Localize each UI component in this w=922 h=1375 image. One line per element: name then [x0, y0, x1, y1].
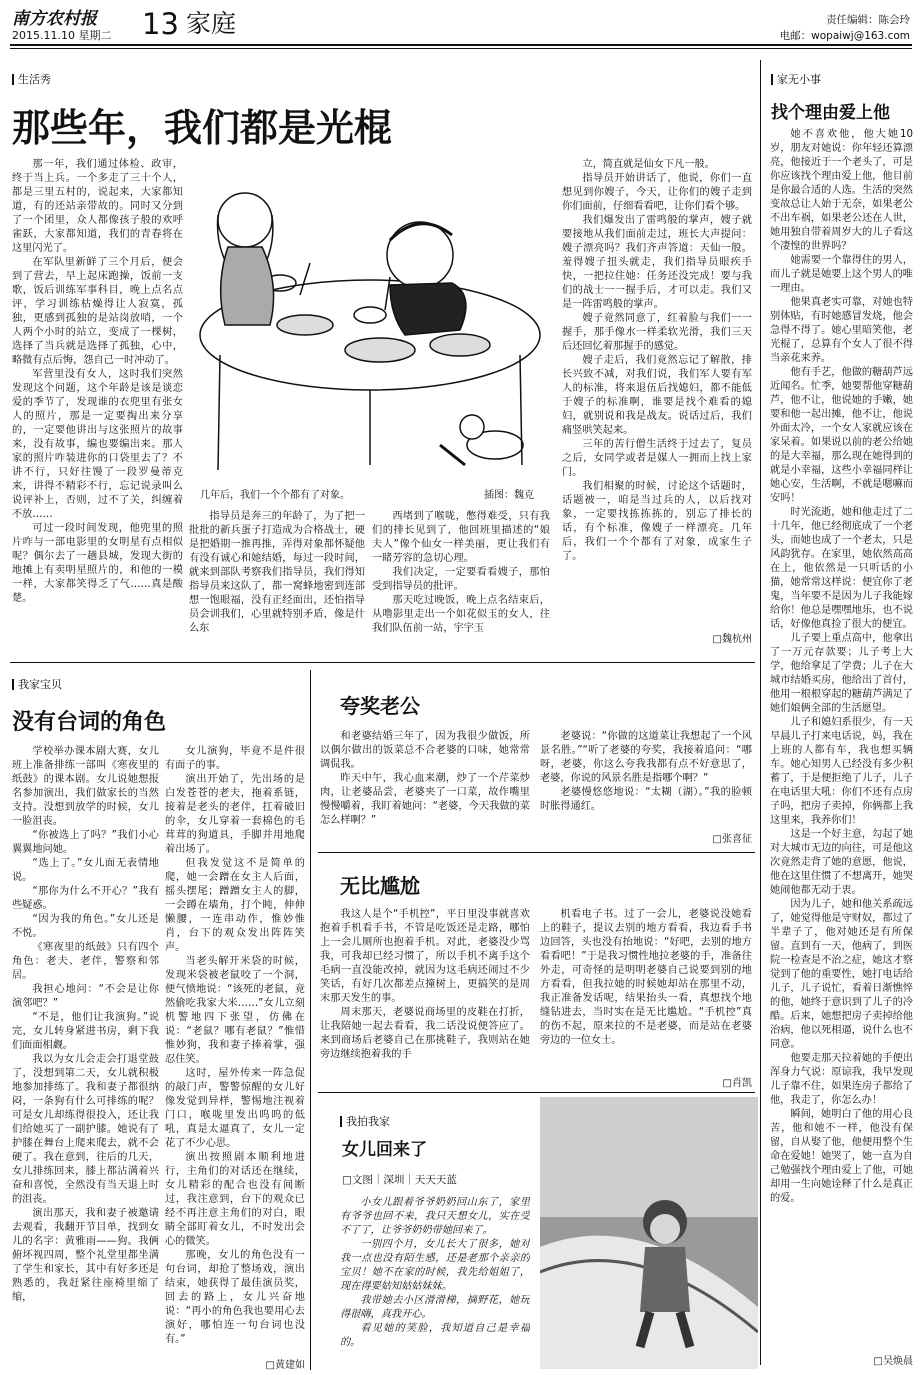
editor-credit: 责任编辑：陈会玲 — [826, 14, 910, 26]
boy-body — [390, 283, 466, 335]
column-tag-photo: 我拍我家 — [340, 1113, 390, 1129]
role-col-2: 女儿演狗，毕竟不是件很有面子的事。 演出开始了，先出场的是白发苍苍的老夫，拖着系链，接着是老头的老伴，扛着破旧的伞，女儿穿着一套棉色的毛茸茸的狗道具，手脚并用地爬着出场了。 但我发觉这不是简单的爬，她一会蹭在女主人后面，摇头摆尾；蹭蹭女主人的脚，一会蹲在墙角，打个盹，伸伸懒腰，一连串动作，惟妙惟肖，台下的观众发出阵阵笑声。 当老头解开米袋的时候，发现米袋被老鼠咬了一个洞，便气愤地说：“该死的老鼠，竟然偷吃我家大米……”女儿立刻机警地四下张望，仿佛在说：“老鼠？哪有老鼠？”惟惜惟妙狗，我和妻子捧着掌，强忍住笑。 这时，屋外传来一阵急促的敲门声，警警惊醒的女儿好像发觉到异样，警惕地注视着门口，喉咙里发出呜呜的低吼，真是太逼真了，女儿一定花了不少心思。 演出按照剧本顺利地进行，主角们的对话还在继续，女儿精彩的配合也没有间断过，我注意到，台下的观众已经不再注意主角们的对白，眼睛全部盯着女儿，不时发出会心的微笑。 那晚，女儿的角色没有一句台词，却抢了整场戏，演出结束，她获得了最佳演员奖，回去的路上，女儿兴奋地说：“再小的角色我也要用心去演好，哪怕连一句台词也没有。” — [165, 746, 305, 1345]
main-col-1: 那一年，我们通过体检、政审，终于当上兵。一个多走了三十个人，都是三里五村的，说起来，大家都知道，有的还站亲带故的。同时又分到了一个团里，众人都像孩子般的欢呼雀跃，大家都知道，我们的青春将在这里闪光了。 在军队里新鲜了三个月后，便会到了营去，早上起床跑操，饭前一支歌，饭后训练军事科目，晚上点名点评，学习训练枯燥得让人寂寞，孤独，更感到孤独的是站岗放哨，一个人两个小时的站立，变成了一棵树，选择了当兵就是选择了孤独，心中，略微有点后悔，怨自己一时冲动了。 军营里没有女人，这时我们突然发现这个问题，这个年龄是该是谈恋爱的季节了，发现谁的衣兜里有张女人的照片，那是一定要掏出来分享的，一定要他讲出与这张照片的故事来，没有故事，编也要编出来。那人家的照片咋装进你的口袋里去了？不讲不行，只好往馒了一段罗曼蒂克来，讲得不精彩不行，忘记说录叫么说评补上，否则，过不了关，纠缠着不放…… 可过一段时间发现，他兜里的照片咋与一部电影里的女明星有点相似呢？偶尔去了一趟县城，发现大街的地摊上有卖明星照片的，和他的一模一样，大家都笑得乏了气……真是酸楚。 — [12, 159, 183, 604]
section-name: 家庭 — [186, 9, 237, 38]
plate — [277, 315, 333, 335]
photo-headline: 女儿回来了 — [342, 1140, 427, 1160]
praise-headline: 夸奖老公 — [340, 694, 420, 718]
praise-byline: □张喜征 — [712, 834, 752, 845]
plate — [430, 334, 490, 356]
illustration-caption: 几年后，我们一个个都有了对象。 — [200, 490, 350, 501]
photo-byline: □文图｜深圳｜天天天蓝 — [342, 1174, 457, 1186]
awkward-col-2: 机看电子书。过了一会儿，老婆说没她看上的鞋子，提议去别的地方看看，我边看手书边回答，头也没有抬地说：“好吧，去别的地方看看吧！”于是我习惯性地拉老婆的手，准备往外走，可奇怪的是明明老婆自己说要到别的地方看看，但我拉她的时候她却站在那里不动，我正准备发话呢，结果抬头一看，真想找个地缝钻进去，当时实在是无比尴尬。“手机控”真的伤不起，原来拉的不是老婆，而是站在老婆旁边的一位女士。 — [540, 909, 752, 1046]
photo-body: 小女儿跟着爷爷奶奶回山东了，家里有爷爷也回不来，我只天想女儿，实在受不了了，让爷爷奶奶带她回来了。 一别四个月，女儿长大了很多，她对我一点也没有陌生感，还是老那个亲亲的宝贝！她不在家的时候，我先给姐姐了，现在得要姑知姑姑妹妹。 我带她去小区滑滑梯，摘野花，她玩得很嗨，真我开心。 看见她的笑脸，我知道自己是幸福的。 — [340, 1197, 530, 1348]
main-col-2: 指导员是奔三的年龄了，为了把一批批的新兵蛋子打造成为合格战士，硬是把婚期一推再推，弄得对象都怀疑他有没有诚心和她结婚，每过一段时间，就来到部队考察我们指导员，我们得知指导员来这队了，都一窝蜂地密到连部想一饱眼福，没有正经面出，还怕指导员会训我们，心里就特别矛盾，像是什么东 — [189, 511, 365, 634]
carrot — [440, 445, 465, 465]
child-face — [650, 1214, 680, 1244]
awkward-byline: □肖凯 — [722, 1078, 752, 1089]
role-headline: 没有台词的角色 — [12, 710, 167, 735]
divider — [760, 60, 761, 1365]
email: 电邮：wopaiwj@163.com — [779, 30, 910, 42]
dog-head — [460, 415, 484, 439]
divider — [318, 852, 755, 853]
divider — [318, 1092, 755, 1093]
child-body — [640, 1247, 690, 1312]
awkward-headline: 无比尴尬 — [340, 874, 420, 898]
awkward-col-1: 我这人是个“手机控”，平日里没事就喜欢抱着手机看手书，不管是吃饭还是走路，哪怕上一会儿厕所也抱着手机。对此，老婆没少骂我，可我却已经习惯了，所以手机不离手这个毛病一直没能改掉，就因为这毛病还闹过不少笑话，有好几次都差点撞树上，更搞笑的是周末那天发生的事。 周末那天，老婆说商场里的皮鞋在打折，让我陪她一起去看看，我二话没说便答应了。来到商场后老婆自己在那挑鞋子，我则站在她旁边继续抱着我的手 — [320, 909, 530, 1060]
praise-col-1: 和老婆结婚三年了，因为我很少做饭，所以偶尔做出的饭菜总不合老婆的口味，她常常调侃我。 昨天中午，我心血来潮，炒了一个芹菜炒肉，让老婆品尝，老婆夹了一口菜，故作嘴里慢慢嚼着，我盯着她问：“老婆，今天我做的菜怎么样啊？” — [320, 731, 530, 826]
divider — [310, 670, 311, 1370]
main-headline: 那些年，我们都是光棍 — [12, 105, 393, 150]
illustration — [190, 165, 555, 483]
girl-body — [221, 247, 274, 325]
main-col-4: 立，简直就是仙女下凡一般。 指导员开始讲话了，他说，你们一直想见到你嫂子，今天，让你们的嫂子走到你们面前，仔细看看吧，让你们看个够。 我们爆发出了雷鸣般的掌声，嫂子就要接地从我们面前走过，班长大声提问：嫂子漂亮吗？我们齐声答道：天仙一般。羞得嫂子扭头就走，我们指导员眼疾手快，一把拉住她：任务还没完成！要与我们的战士一一握手后，才可以走。我们又是一阵雷鸣般的掌声。 嫂子竟然同意了，红着脸与我们一一握手，那手像水一样柔软光滑，我们三天后还回忆着那握手的感觉。 嫂子走后，我们竟然忘记了解散，排长兴致不减，对我们说，我们军人要有军人的标准，将来退伍后找媳妇，都不能低于嫂子的标准啊，谁要是找个难看的媳妇，就别说和我是战友。说话过后，我们痛竖哄笑起来。 三年的苦行僧生活终于过去了，复员之后，女同学或者是媒人一拥而上找上家门。 我们相聚的时候，讨论这个话题时，话题被一，咱是当过兵的人，以后找对象，一定要找拣拣拣的，别忘了排长的话，有个标准，像嫂子一样漂亮。几年后，我们一个个都有了对象，成家生子了。 — [562, 159, 752, 562]
side-body: 她不喜欢他，他大她10岁，朋友对她说：你年轻还算漂亮，他接近于一个老头了，可是你应该找个理由爱上他，他目前是你最合适的人选。生活的突然变故总让人始于无奈，如果老公不出车祸，如果老公还在人世，她用独自带着周岁大的儿子看这个凄惶的世界吗？ 她需要一个靠得住的男人，而儿子就是她要上这个男人的唯一理由。 他果真老实可靠，对她也特别体贴，有时她感冒发烧，他会急得不得了。她心里暗笑他，老光棍了，总算有个女人了很不得当亲花来养。 他有手艺，他做的糖葫芦远近闻名。忙季，她要帮他穿糖葫芦，他不让，他说她的手嫩，她要和他一起出摊，他不让，他说外面太冷，一个女人家就应该在家呆着。如果说以前的老公给她的是大幸福，那么现在她得到的就是小幸福，这些小幸福同样让她心安，生活啊，不就是嗯嘛而安吗！ 时光流逝，她和他走过了二十几年，他已经彻底成了一个老头，而她也成了一个老太，只是风韵犹存。在家里，她依然高高在上，他依然是一只听话的小猫，她常常这样说：便宜你了老鬼，当年要不是因为儿子我能嫁给你！他总是嘿嘿地乐，也不说话，好像他真捡了很大的便宜。 儿子要上重点高中，他拿出了一万元存款要；儿子考上大学，他给拿足了学费；儿子在大城市结婚买房，他给出了首付，他用一根根穿起的糖葫芦满足了她们娘俩全部的生活愿望。 儿子和媳妇系很少，有一天早晨儿子打来电话说，妈，我在上班的人都有车，我也想买辆车。她心知男人已经没有多少积蓄了，于是便拒绝了儿子，儿子在电话里大吼：你们不还有点房子吗，把房子卖掉，你俩都上我这里来，我养你们！ 这是一个好主意，勾起了她对大城市无边的向往，可是他这次竟然走背了她的意愿，他说，他在这里住惯了不想离开，她哭她闹他都无动于衷。 因为儿子，她和他关系疏远了，她觉得他是守财奴，都过了半辈子了，他对她还是有所保留。直到有一天，他病了，到医院一检查是不治之症，她这才察觉到了他的重要性，她打电话给儿子，儿子说忙，看着日渐憔悴的他，她终于意识到了儿子的冷酷。后来，她想把房子卖掉给他治病，他以死相逼，说什么也不同意。 他要走那天拉着她的手便出浑身力气说：原谅我，我早发现儿子靠不住，如果连房子都给了他，我走了，你怎么办！ 瞬间，她明白了他的用心良苦，他和她不一样，他没有保留，自从娶了他，他便用整个生命在爱她！她哭了，她一直为自己勉强找个理由爱上了他，可她却用一生向她诠释了什么是真正的爱。 — [770, 129, 913, 1204]
role-col-1: 学校举办课本剧大赛，女儿班上准备排练一部叫《寒夜里的纸鼓》的课本剧。女儿说她想报名参加演出，我们做家长的当然支持。没想到放学的时候，女儿一脸沮丧。 “你被选上了吗？”我们小心翼翼地问她。 “选上了。”女儿面无表情地说。 “那你为什么不开心？”我有些疑惑。 “因为我的角色。”女儿还是不悦。 《寒夜里的纸鼓》只有四个角色：老夫、老伴，警察和邻居。 我担心地问：“不会是让你演邻吧？” “不是，他们让我演狗。”说完，女儿转身紧进书房，剩下我们面面相觑。 我以为女儿会走会打退堂鼓了，没想到第二天，女儿就积极地参加排练了。我和妻子都很纳闷，一条狗有什么可排练的呢？可是女儿却练得很投入，还让我们给她买了一副护膝。她说有了护膝在舞台上爬来爬去，就不会硬了。我在意到，往后的几天，女儿排练回来，膝上都沾满着兴奋和喜悦，全然没有当天退上时的沮丧。 演出那天，我和妻子被邀请去观看，我翻开节目单，找到女儿的名字：黄雅雨——狗。我俩俯坏视四周，整个礼堂里都坐满了学生和家长，其中有好多还是熟悉的，我赶紧往座椅里缩了缩， — [12, 746, 159, 1303]
daughter-photo — [540, 1097, 758, 1369]
main-col-3: 西堵到了喉咙，憋得难受，只有我们的排长见到了，他回班里描述的“娘夫人”像个仙女一样美丽，更让我们有一睹芳容的急切心理。 我们决定，一定要看看嫂子，那怕受到指导员的批评。 那天吃过晚饭，晚上点名结束后，从噜影里走出一个如花似玉的女人，往我们队伍前一站，宇宇玉 — [372, 511, 550, 634]
main-byline: □魏杭州 — [712, 634, 752, 645]
girl-head — [218, 193, 272, 247]
masthead-logo: 南方农村报 — [12, 9, 97, 29]
header-rule-thin — [10, 48, 912, 49]
divider — [10, 662, 755, 663]
side-headline: 找个理由爱上他 — [771, 103, 890, 123]
boy-head — [387, 222, 453, 288]
praise-col-2: 老婆说：“你做的这道菜让我想起了一个风景名胜。”“听了老婆的夸奖，我接着追问：“哪呀，老婆，你这么夸我我都有点不好意思了，老婆，你说的风景名胜是指哪个啊？” 老婆慢悠悠地说：“太糊（湖）。”我的脸顿时胀得通红。 — [540, 731, 752, 812]
page-number: 13 — [142, 7, 179, 41]
column-tag-lifestyle: 生活秀 — [12, 71, 51, 87]
column-tag-baby: 我家宝贝 — [12, 676, 62, 692]
issue-date: 2015.11.10 星期二 — [12, 29, 112, 42]
plate — [345, 338, 415, 362]
role-byline: □黄建如 — [265, 1360, 305, 1371]
header-rule — [10, 44, 912, 46]
illustration-credit: 插图：魏克 — [484, 490, 534, 501]
side-byline: □吴焕晨 — [873, 1356, 913, 1367]
column-tag-family: 家无小事 — [771, 71, 821, 87]
